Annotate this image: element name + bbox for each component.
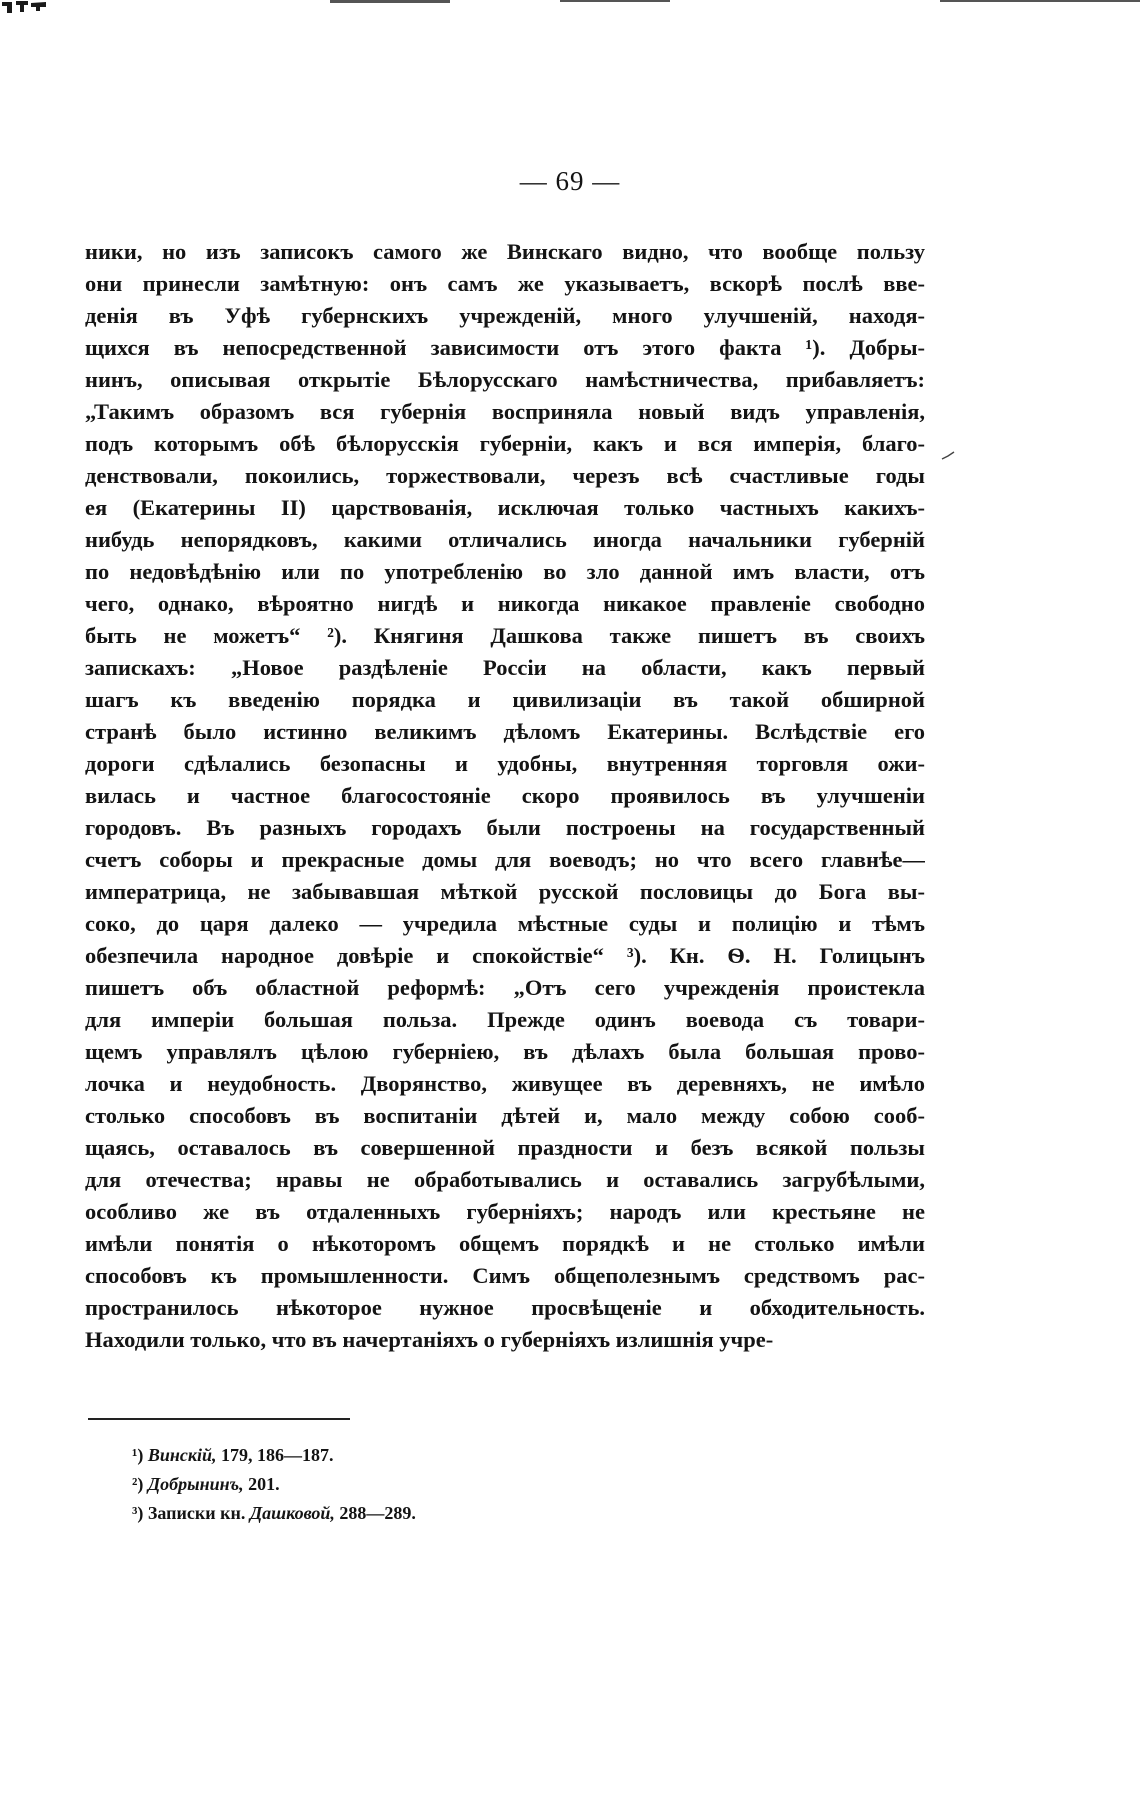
footnote-author: Винскій, bbox=[147, 1445, 217, 1465]
top-edge-mark bbox=[330, 0, 450, 3]
footnote-pages: 179, 186—187. bbox=[216, 1445, 334, 1465]
footnote-1 bbox=[132, 1441, 832, 1470]
text-line: „Такимъ образомъ вся губернія восприняла новый видъ управленія, bbox=[85, 399, 925, 424]
text-line: столько способовъ въ воспитаніи дѣтей и, мало между собою сооб- bbox=[85, 1103, 925, 1128]
text-line: чего, однако, вѣроятно нигдѣ и никогда никакое правленіе свободно bbox=[85, 591, 925, 616]
footnote-2 bbox=[132, 1470, 832, 1499]
text-line: счетъ соборы и прекрасные домы для воеводъ; но что всего главнѣе— bbox=[85, 847, 925, 872]
footnotes bbox=[132, 1441, 832, 1528]
text-line: по недовѣдѣнію или по употребленію во зло данной имъ власти, отъ bbox=[85, 559, 925, 584]
text-line: императрица, не забывавшая мѣткой русской пословицы до Бога вы- bbox=[85, 879, 925, 904]
text-line: щаясь, оставалось въ совершенной праздности и безъ всякой пользы bbox=[85, 1135, 925, 1160]
footnote-author: Добрынинъ, bbox=[147, 1474, 244, 1494]
margin-pen-mark bbox=[941, 451, 955, 461]
text-line: имѣли понятія о нѣкоторомъ общемъ порядкѣ и не столько имѣли bbox=[85, 1231, 925, 1256]
footnote-mark: ³) bbox=[132, 1503, 144, 1523]
text-line: лочка и неудобность. Дворянство, живущее въ деревняхъ, не имѣло bbox=[85, 1071, 925, 1096]
text-line: подъ которымъ обѣ бѣлорусскія губерніи, какъ и вся имперія, благо- bbox=[85, 431, 925, 456]
text-line: для имперіи большая польза. Прежде одинъ воевода съ товари- bbox=[85, 1007, 925, 1032]
page-number: — 69 — bbox=[519, 166, 621, 196]
footnote-3 bbox=[132, 1499, 832, 1528]
text-line: обезпечила народное довѣріе и спокойствіе“ ³). Кн. Ѳ. Н. Голицынъ bbox=[85, 943, 925, 968]
text-line: пишетъ объ областной реформѣ: „Отъ сего учрежденія проистекла bbox=[85, 975, 925, 1000]
text-line: городовъ. Въ разныхъ городахъ были построены на государственный bbox=[85, 815, 925, 840]
text-line: соко, до царя далеко — учредила мѣстные суды и полицію и тѣмъ bbox=[85, 911, 925, 936]
text-line: особливо же въ отдаленныхъ губерніяхъ; народъ или крестьяне не bbox=[85, 1199, 925, 1224]
text-line: они принесли замѣтную: онъ самъ же указываетъ, вскорѣ послѣ вве- bbox=[85, 271, 925, 296]
footnote-mark: ²) bbox=[132, 1474, 144, 1494]
text-line: способовъ къ промышленности. Симъ общеполезнымъ средствомъ рас- bbox=[85, 1263, 925, 1288]
text-line: нинъ, описывая открытіе Бѣлорусскаго намѣстничества, прибавляетъ: bbox=[85, 367, 925, 392]
footnote-divider bbox=[88, 1418, 350, 1420]
body-text bbox=[85, 236, 925, 1356]
footnote-pages: 201. bbox=[243, 1474, 280, 1494]
text-line: нибудь непорядковъ, какими отличались иногда начальники губерній bbox=[85, 527, 925, 552]
text-line: ея (Екатерины II) царствованія, исключая только частныхъ какихъ- bbox=[85, 495, 925, 520]
text-line: ники, но изъ записокъ самого же Винскаго видно, что вообще пользу bbox=[85, 239, 925, 264]
top-edge-mark bbox=[560, 0, 670, 2]
footnote-mark: ¹) bbox=[132, 1445, 144, 1465]
text-line: щемъ управлялъ цѣлою губерніею, въ дѣлахъ была большая прово- bbox=[85, 1039, 925, 1064]
text-line: запискахъ: „Новое раздѣленіе Россіи на области, какъ первый bbox=[85, 655, 925, 680]
text-line: странѣ было истинно великимъ дѣломъ Екатерины. Вслѣдствіе его bbox=[85, 719, 925, 744]
text-line: дороги сдѣлались безопасны и удобны, внутренняя торговля ожи- bbox=[85, 751, 925, 776]
text-line: пространилось нѣкоторое нужное просвѣщеніе и обходительность. bbox=[85, 1295, 925, 1320]
footnote-prefix: Записки кн. bbox=[143, 1503, 250, 1523]
footnote-author: Дашковой, bbox=[249, 1503, 335, 1523]
text-line: для отечества; нравы не обработывались и оставались загрубѣлыми, bbox=[85, 1167, 925, 1192]
text-line: денія въ Уфѣ губернскихъ учрежденій, много улучшеній, находя- bbox=[85, 303, 925, 328]
corner-ink-mark bbox=[0, 0, 60, 16]
text-line: вилась и частное благосостояніе скоро проявилось въ улучшеніи bbox=[85, 783, 925, 808]
text-line: денствовали, покоились, торжествовали, черезъ всѣ счастливые годы bbox=[85, 463, 925, 488]
top-edge-mark bbox=[940, 0, 1140, 2]
text-line: быть не можетъ“ ²). Княгиня Дашкова также пишетъ въ своихъ bbox=[85, 623, 925, 648]
text-line: Находили только, что въ начертаніяхъ о губерніяхъ излишнія учре- bbox=[85, 1327, 774, 1352]
text-line: шагъ къ введенію порядка и цивилизаціи въ такой обширной bbox=[85, 687, 925, 712]
footnote-pages: 288—289. bbox=[334, 1503, 416, 1523]
text-line: щихся въ непосредственной зависимости отъ этого факта ¹). Добры- bbox=[85, 335, 925, 360]
